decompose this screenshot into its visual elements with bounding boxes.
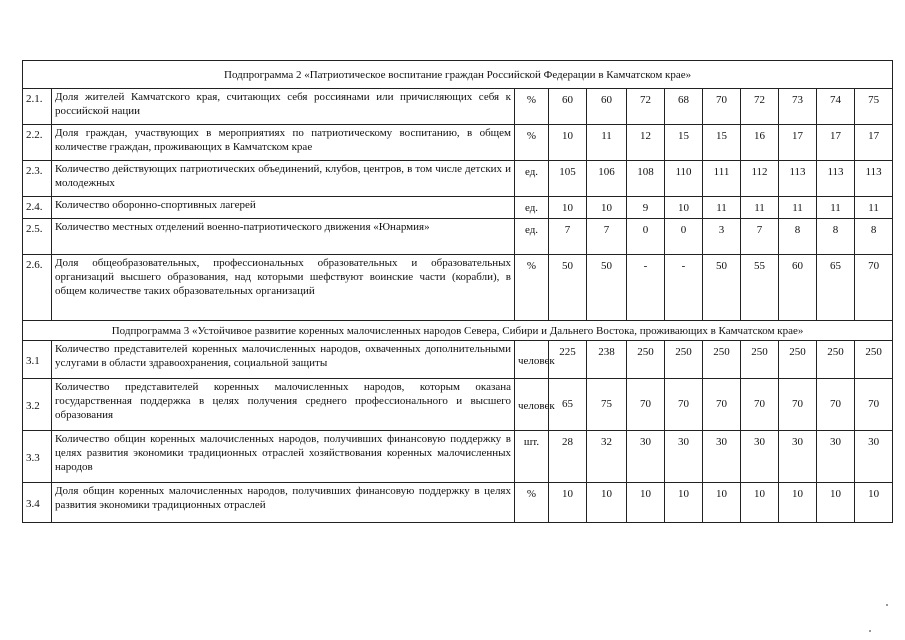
row-index: 2.5. (23, 219, 52, 255)
value-cell: 250 (665, 341, 703, 379)
row-index: 2.6. (23, 255, 52, 321)
unit-cell: % (515, 255, 549, 321)
value-cell: 15 (703, 125, 741, 161)
value-cell: 10 (587, 483, 627, 523)
row-index: 3.1 (23, 341, 52, 379)
value-cell: 70 (855, 379, 893, 431)
value-cell: - (627, 255, 665, 321)
value-cell: 28 (549, 431, 587, 483)
value-cell: 50 (587, 255, 627, 321)
value-cell: 11 (817, 197, 855, 219)
value-cell: 0 (665, 219, 703, 255)
value-cell: 70 (817, 379, 855, 431)
value-cell: 250 (817, 341, 855, 379)
value-cell: 10 (855, 483, 893, 523)
indicator-description: Количество представителей коренных малочисленных народов, охваченных дополнительными услугами в области здравоохранения, социальной защиты (52, 341, 515, 379)
value-cell: 70 (665, 379, 703, 431)
value-cell: 72 (741, 89, 779, 125)
value-cell: 60 (779, 255, 817, 321)
unit-cell: ед. (515, 161, 549, 197)
value-cell: 0 (627, 219, 665, 255)
value-cell: 113 (855, 161, 893, 197)
row-index: 3.4 (23, 483, 52, 523)
value-cell: 17 (817, 125, 855, 161)
value-cell: 32 (587, 431, 627, 483)
table-row (23, 219, 893, 255)
value-cell: 70 (703, 89, 741, 125)
value-cell: 10 (549, 197, 587, 219)
value-cell: 60 (549, 89, 587, 125)
indicator-description: Доля общеобразовательных, профессиональных образовательных и образовательных организаций высшего образования, над которыми шефствуют воинские части (корабли), в общем количестве таких образовательных организаций (52, 255, 515, 321)
table-row (23, 197, 893, 219)
value-cell: 60 (587, 89, 627, 125)
value-cell: 10 (627, 483, 665, 523)
table-row (23, 431, 893, 483)
value-cell: 11 (703, 197, 741, 219)
unit-cell: ед. (515, 197, 549, 219)
value-cell: 50 (549, 255, 587, 321)
value-cell: 17 (855, 125, 893, 161)
value-cell: 11 (587, 125, 627, 161)
value-cell: 250 (779, 341, 817, 379)
value-cell: 30 (627, 431, 665, 483)
value-cell: 75 (587, 379, 627, 431)
value-cell: 8 (817, 219, 855, 255)
unit-cell: ед. (515, 219, 549, 255)
value-cell: 10 (549, 125, 587, 161)
value-cell: 225 (549, 341, 587, 379)
value-cell: 238 (587, 341, 627, 379)
value-cell: 113 (779, 161, 817, 197)
value-cell: 70 (855, 255, 893, 321)
row-index: 3.2 (23, 379, 52, 431)
value-cell: 105 (549, 161, 587, 197)
value-cell: 16 (741, 125, 779, 161)
indicator-description: Доля общин коренных малочисленных народов, получивших финансовую поддержку в целях развития экономики традиционных отраслей (52, 483, 515, 523)
unit-cell: шт. (515, 431, 549, 483)
value-cell: 250 (703, 341, 741, 379)
unit-cell: человек (515, 379, 549, 431)
subprogram-3-header (23, 321, 893, 341)
value-cell: 30 (779, 431, 817, 483)
table-row (23, 89, 893, 125)
table-row (23, 125, 893, 161)
table-row (23, 341, 893, 379)
value-cell: 30 (703, 431, 741, 483)
indicator-description: Количество оборонно-спортивных лагерей (52, 197, 515, 219)
value-cell: 70 (627, 379, 665, 431)
scan-speck (869, 630, 871, 632)
value-cell: 250 (855, 341, 893, 379)
value-cell: 110 (665, 161, 703, 197)
unit-cell: человек (515, 341, 549, 379)
indicator-description: Количество действующих патриотических объединений, клубов, центров, в том числе детских и молодежных (52, 161, 515, 197)
indicator-description: Доля жителей Камчатского края, считающих себя россиянами или причисляющих себя к российской нации (52, 89, 515, 125)
indicator-description: Количество представителей коренных малочисленных народов, которым оказана государственная поддержка в целях получения среднего профессионального и высшего образования (52, 379, 515, 431)
value-cell: 11 (855, 197, 893, 219)
row-index: 3.3 (23, 431, 52, 483)
value-cell: 10 (587, 197, 627, 219)
value-cell: 3 (703, 219, 741, 255)
value-cell: 50 (703, 255, 741, 321)
value-cell: 10 (665, 483, 703, 523)
value-cell: 111 (703, 161, 741, 197)
value-cell: 12 (627, 125, 665, 161)
value-cell: 70 (741, 379, 779, 431)
value-cell: 7 (549, 219, 587, 255)
value-cell: 11 (741, 197, 779, 219)
value-cell: 72 (627, 89, 665, 125)
value-cell: 30 (665, 431, 703, 483)
value-cell: 108 (627, 161, 665, 197)
table-row (23, 483, 893, 523)
value-cell: 9 (627, 197, 665, 219)
value-cell: 11 (779, 197, 817, 219)
value-cell: 10 (741, 483, 779, 523)
table-row (23, 379, 893, 431)
value-cell: 70 (703, 379, 741, 431)
unit-cell: % (515, 125, 549, 161)
value-cell: 30 (855, 431, 893, 483)
value-cell: 250 (741, 341, 779, 379)
row-index: 2.2. (23, 125, 52, 161)
value-cell: 17 (779, 125, 817, 161)
value-cell: - (665, 255, 703, 321)
value-cell: 70 (779, 379, 817, 431)
value-cell: 10 (817, 483, 855, 523)
indicator-description: Количество общин коренных малочисленных народов, получивших финансовую поддержку в целях развития экономики традиционных отраслей хозяйствования коренных малочисленных народов (52, 431, 515, 483)
value-cell: 8 (779, 219, 817, 255)
value-cell: 75 (855, 89, 893, 125)
table-row (23, 161, 893, 197)
value-cell: 65 (817, 255, 855, 321)
value-cell: 113 (817, 161, 855, 197)
value-cell: 106 (587, 161, 627, 197)
value-cell: 250 (627, 341, 665, 379)
indicator-description: Количество местных отделений военно-патриотического движения «Юнармия» (52, 219, 515, 255)
value-cell: 7 (741, 219, 779, 255)
value-cell: 65 (549, 379, 587, 431)
value-cell: 8 (855, 219, 893, 255)
value-cell: 10 (703, 483, 741, 523)
value-cell: 30 (817, 431, 855, 483)
value-cell: 55 (741, 255, 779, 321)
subprogram-title: Подпрограмма 2 «Патриотическое воспитание граждан Российской Федерации в Камчатском крае» (23, 61, 893, 89)
value-cell: 74 (817, 89, 855, 125)
row-index: 2.1. (23, 89, 52, 125)
value-cell: 112 (741, 161, 779, 197)
indicator-description: Доля граждан, участвующих в мероприятиях по патриотическому воспитанию, в общем количестве граждан, проживающих в Камчатском крае (52, 125, 515, 161)
value-cell: 30 (741, 431, 779, 483)
indicators-table (22, 60, 893, 523)
table-row (23, 255, 893, 321)
value-cell: 10 (779, 483, 817, 523)
subprogram-2-header (23, 61, 893, 89)
row-index: 2.4. (23, 197, 52, 219)
value-cell: 68 (665, 89, 703, 125)
value-cell: 10 (665, 197, 703, 219)
value-cell: 73 (779, 89, 817, 125)
unit-cell: % (515, 483, 549, 523)
value-cell: 7 (587, 219, 627, 255)
unit-cell: % (515, 89, 549, 125)
value-cell: 15 (665, 125, 703, 161)
row-index: 2.3. (23, 161, 52, 197)
scan-speck (886, 604, 888, 606)
value-cell: 10 (549, 483, 587, 523)
subprogram-title: Подпрограмма 3 «Устойчивое развитие коренных малочисленных народов Севера, Сибири и Дальнего Востока, проживающих в Камчатском крае» (23, 321, 893, 341)
